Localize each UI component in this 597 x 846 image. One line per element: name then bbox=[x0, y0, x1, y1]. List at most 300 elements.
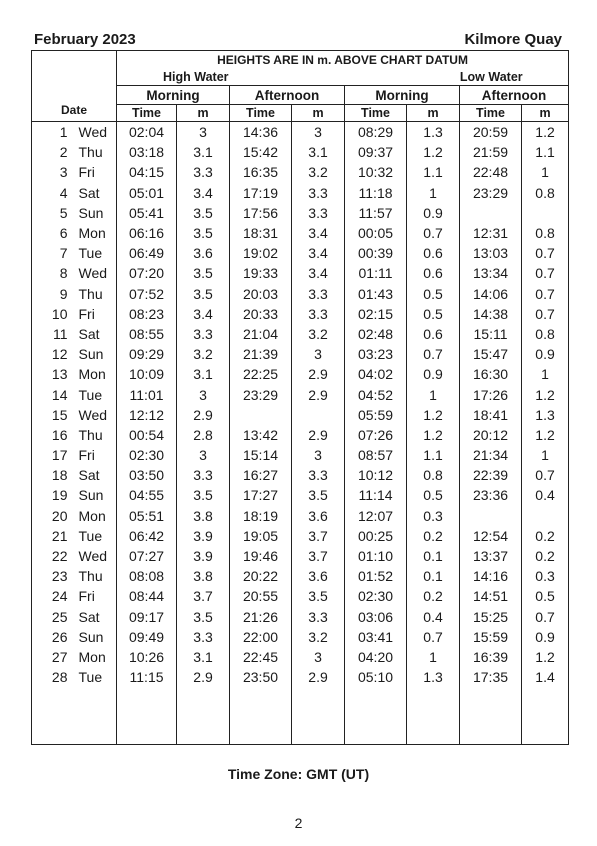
hw-morning-time: 03:50 bbox=[117, 465, 177, 485]
hw-morning-time: 09:49 bbox=[117, 627, 177, 647]
lw-morning-height: 0.2 bbox=[407, 586, 460, 606]
lw-morning-time: 11:14 bbox=[345, 485, 407, 505]
day-of-week: Fri bbox=[78, 305, 95, 322]
lw-afternoon-height: 0.3 bbox=[522, 566, 569, 586]
lw-morning-height: 0.5 bbox=[407, 284, 460, 304]
lw-morning-time: 09:37 bbox=[345, 142, 407, 162]
day-of-week: Sun bbox=[78, 204, 104, 221]
lw-afternoon-height: 0.8 bbox=[522, 183, 569, 203]
lw-morning-time: 04:52 bbox=[345, 384, 407, 404]
hw-afternoon-time: 18:31 bbox=[230, 223, 292, 243]
hw-afternoon-height: 3.6 bbox=[292, 506, 345, 526]
lw-morning-height: 0.2 bbox=[407, 526, 460, 546]
hw-morning-height: 3.3 bbox=[177, 162, 230, 182]
lw-afternoon-time: 23:29 bbox=[460, 183, 522, 203]
time-zone-note: Time Zone: GMT (UT) bbox=[227, 766, 370, 782]
hw-morning-height: 3.4 bbox=[177, 183, 230, 203]
hw-morning-height: 3.3 bbox=[177, 324, 230, 344]
hw-afternoon-height: 3.3 bbox=[292, 203, 345, 223]
table-row bbox=[32, 122, 569, 143]
day-of-week: Sat bbox=[78, 184, 100, 201]
hw-morning-time: 07:20 bbox=[117, 263, 177, 283]
lw-afternoon-time: 12:31 bbox=[460, 223, 522, 243]
day-number: 21 bbox=[32, 526, 72, 546]
lw-afternoon-time: 21:59 bbox=[460, 142, 522, 162]
table-row bbox=[32, 344, 569, 364]
lw-morning-time: 02:48 bbox=[345, 324, 407, 344]
lw-morning-height: 0.6 bbox=[407, 324, 460, 344]
day-number: 19 bbox=[32, 485, 72, 505]
day-of-week: Tue bbox=[78, 527, 103, 544]
lw-afternoon-height: 1.2 bbox=[522, 647, 569, 667]
hw-morning-time: 08:44 bbox=[117, 586, 177, 606]
day-number: 18 bbox=[32, 465, 72, 485]
hw-morning-height: 3.5 bbox=[177, 263, 230, 283]
lw-morning-height: 0.9 bbox=[407, 364, 460, 384]
lw-am-m-header: m bbox=[407, 105, 460, 122]
hw-afternoon-height: 3.3 bbox=[292, 304, 345, 324]
lw-morning-height: 0.9 bbox=[407, 203, 460, 223]
lw-afternoon-time: 16:39 bbox=[460, 647, 522, 667]
hw-morning-height: 3 bbox=[177, 122, 230, 143]
date-column-header: Date bbox=[32, 51, 117, 122]
day-of-week: Fri bbox=[78, 447, 95, 464]
location-title: Kilmore Quay bbox=[464, 31, 562, 48]
day-number: 1 bbox=[32, 122, 72, 143]
lw-morning-time: 00:05 bbox=[345, 223, 407, 243]
lw-morning-height: 1 bbox=[407, 183, 460, 203]
hw-morning-height: 3.3 bbox=[177, 465, 230, 485]
hw-morning-header: Morning bbox=[117, 86, 230, 105]
hw-afternoon-time: 19:46 bbox=[230, 546, 292, 566]
hw-afternoon-height: 3 bbox=[292, 647, 345, 667]
hw-afternoon-height: 3.4 bbox=[292, 243, 345, 263]
lw-morning-time: 03:41 bbox=[345, 627, 407, 647]
lw-morning-time: 01:52 bbox=[345, 566, 407, 586]
hw-morning-time: 03:18 bbox=[117, 142, 177, 162]
lw-afternoon-height: 1.2 bbox=[522, 425, 569, 445]
datum-header: HEIGHTS ARE IN m. ABOVE CHART DATUM bbox=[117, 51, 569, 69]
day-number: 8 bbox=[32, 263, 72, 283]
hw-morning-time: 09:17 bbox=[117, 607, 177, 627]
hw-morning-height: 3.4 bbox=[177, 304, 230, 324]
day-of-week: Mon bbox=[78, 225, 106, 242]
hw-morning-time: 09:29 bbox=[117, 344, 177, 364]
lw-morning-time: 10:12 bbox=[345, 465, 407, 485]
day-of-week: Sat bbox=[78, 325, 100, 342]
lw-morning-height: 0.5 bbox=[407, 304, 460, 324]
lw-afternoon-time bbox=[460, 506, 522, 526]
lw-morning-height: 1.2 bbox=[407, 405, 460, 425]
hw-afternoon-time: 21:04 bbox=[230, 324, 292, 344]
lw-morning-height: 1 bbox=[407, 384, 460, 404]
lw-afternoon-height: 0.4 bbox=[522, 485, 569, 505]
day-of-week: Fri bbox=[78, 164, 95, 181]
hw-morning-height: 3.5 bbox=[177, 284, 230, 304]
hw-afternoon-time: 13:42 bbox=[230, 425, 292, 445]
day-of-week: Wed bbox=[78, 265, 108, 282]
table-row bbox=[32, 506, 569, 526]
hw-morning-height: 3.9 bbox=[177, 546, 230, 566]
lw-afternoon-height: 0.7 bbox=[522, 243, 569, 263]
lw-morning-height: 1.1 bbox=[407, 162, 460, 182]
hw-morning-time: 07:52 bbox=[117, 284, 177, 304]
lw-afternoon-height: 1.3 bbox=[522, 405, 569, 425]
lw-morning-height: 1.2 bbox=[407, 142, 460, 162]
lw-morning-time: 01:10 bbox=[345, 546, 407, 566]
lw-afternoon-time: 13:34 bbox=[460, 263, 522, 283]
lw-morning-height: 0.1 bbox=[407, 566, 460, 586]
lw-afternoon-time: 15:59 bbox=[460, 627, 522, 647]
day-number: 15 bbox=[32, 405, 72, 425]
lw-morning-height: 1.2 bbox=[407, 425, 460, 445]
table-row bbox=[32, 384, 569, 404]
hw-afternoon-time: 15:14 bbox=[230, 445, 292, 465]
day-of-week: Sun bbox=[78, 487, 104, 504]
hw-afternoon-header: Afternoon bbox=[230, 86, 345, 105]
hw-afternoon-height: 3.6 bbox=[292, 566, 345, 586]
hw-morning-time: 11:15 bbox=[117, 667, 177, 687]
lw-afternoon-time: 14:06 bbox=[460, 284, 522, 304]
lw-afternoon-height: 1.2 bbox=[522, 384, 569, 404]
day-number: 14 bbox=[32, 384, 72, 404]
lw-morning-time: 01:43 bbox=[345, 284, 407, 304]
hw-morning-height: 3.6 bbox=[177, 243, 230, 263]
hw-afternoon-time: 22:45 bbox=[230, 647, 292, 667]
hw-afternoon-height: 3.4 bbox=[292, 263, 345, 283]
lw-morning-height: 1.3 bbox=[407, 122, 460, 143]
lw-afternoon-time: 15:47 bbox=[460, 344, 522, 364]
day-number: 25 bbox=[32, 607, 72, 627]
lw-afternoon-time: 16:30 bbox=[460, 364, 522, 384]
lw-morning-height: 0.6 bbox=[407, 243, 460, 263]
day-number: 20 bbox=[32, 506, 72, 526]
lw-afternoon-height bbox=[522, 203, 569, 223]
lw-morning-height: 1.1 bbox=[407, 445, 460, 465]
hw-morning-time: 06:42 bbox=[117, 526, 177, 546]
hw-morning-time: 12:12 bbox=[117, 405, 177, 425]
hw-morning-time: 08:08 bbox=[117, 566, 177, 586]
table-row bbox=[32, 627, 569, 647]
hw-afternoon-time: 14:36 bbox=[230, 122, 292, 143]
hw-morning-height: 3.9 bbox=[177, 526, 230, 546]
lw-afternoon-height: 0.7 bbox=[522, 465, 569, 485]
lw-morning-header: Morning bbox=[345, 86, 460, 105]
lw-afternoon-time: 14:16 bbox=[460, 566, 522, 586]
lw-afternoon-height: 0.7 bbox=[522, 284, 569, 304]
hw-afternoon-height: 3.4 bbox=[292, 223, 345, 243]
lw-afternoon-height: 0.9 bbox=[522, 627, 569, 647]
hw-morning-height: 3.5 bbox=[177, 203, 230, 223]
lw-afternoon-time: 22:39 bbox=[460, 465, 522, 485]
lw-afternoon-time: 18:41 bbox=[460, 405, 522, 425]
hw-afternoon-height: 3.3 bbox=[292, 284, 345, 304]
lw-morning-height: 0.3 bbox=[407, 506, 460, 526]
hw-morning-height: 3 bbox=[177, 445, 230, 465]
lw-afternoon-time: 20:59 bbox=[460, 122, 522, 143]
hw-morning-height: 3.1 bbox=[177, 142, 230, 162]
hw-morning-height: 3.2 bbox=[177, 344, 230, 364]
lw-afternoon-time: 21:34 bbox=[460, 445, 522, 465]
day-of-week: Tue bbox=[78, 669, 103, 686]
hw-afternoon-time: 19:05 bbox=[230, 526, 292, 546]
hw-afternoon-height: 3.7 bbox=[292, 526, 345, 546]
table-row bbox=[32, 263, 569, 283]
day-number: 9 bbox=[32, 284, 72, 304]
lw-afternoon-height: 1 bbox=[522, 445, 569, 465]
hw-morning-time: 07:27 bbox=[117, 546, 177, 566]
lw-afternoon-height: 1.1 bbox=[522, 142, 569, 162]
day-number: 22 bbox=[32, 546, 72, 566]
lw-afternoon-height: 0.8 bbox=[522, 223, 569, 243]
lw-morning-height: 0.7 bbox=[407, 627, 460, 647]
table-row bbox=[32, 485, 569, 505]
table-row bbox=[32, 203, 569, 223]
lw-afternoon-time: 20:12 bbox=[460, 425, 522, 445]
hw-afternoon-height: 3.1 bbox=[292, 142, 345, 162]
hw-afternoon-height: 3.2 bbox=[292, 162, 345, 182]
day-of-week: Thu bbox=[78, 426, 103, 443]
day-number: 2 bbox=[32, 142, 72, 162]
day-number: 11 bbox=[32, 324, 72, 344]
lw-morning-height: 1 bbox=[407, 647, 460, 667]
hw-afternoon-time: 21:39 bbox=[230, 344, 292, 364]
lw-morning-time: 01:11 bbox=[345, 263, 407, 283]
day-number: 13 bbox=[32, 364, 72, 384]
lw-afternoon-time: 15:11 bbox=[460, 324, 522, 344]
day-of-week: Sun bbox=[78, 346, 104, 363]
hw-morning-time: 04:55 bbox=[117, 485, 177, 505]
day-of-week: Wed bbox=[78, 124, 108, 141]
lw-morning-time: 04:20 bbox=[345, 647, 407, 667]
lw-am-time-header: Time bbox=[345, 105, 407, 122]
hw-afternoon-time: 22:25 bbox=[230, 364, 292, 384]
table-row bbox=[32, 566, 569, 586]
table-row bbox=[32, 142, 569, 162]
day-number: 12 bbox=[32, 344, 72, 364]
lw-afternoon-time: 14:51 bbox=[460, 586, 522, 606]
lw-afternoon-height: 0.7 bbox=[522, 304, 569, 324]
lw-afternoon-height: 0.7 bbox=[522, 263, 569, 283]
hw-afternoon-height: 2.9 bbox=[292, 667, 345, 687]
lw-morning-height: 0.1 bbox=[407, 546, 460, 566]
hw-afternoon-time bbox=[230, 405, 292, 425]
day-number: 3 bbox=[32, 162, 72, 182]
hw-morning-time: 05:51 bbox=[117, 506, 177, 526]
page-number: 2 bbox=[294, 815, 303, 831]
hw-afternoon-height: 3 bbox=[292, 445, 345, 465]
hw-afternoon-time: 16:35 bbox=[230, 162, 292, 182]
hw-morning-height: 3.8 bbox=[177, 506, 230, 526]
lw-morning-time: 11:57 bbox=[345, 203, 407, 223]
day-number: 26 bbox=[32, 627, 72, 647]
lw-afternoon-height bbox=[522, 506, 569, 526]
lw-pm-time-header: Time bbox=[460, 105, 522, 122]
day-number: 10 bbox=[32, 304, 72, 324]
lw-afternoon-time: 23:36 bbox=[460, 485, 522, 505]
day-number: 23 bbox=[32, 566, 72, 586]
day-number: 4 bbox=[32, 183, 72, 203]
tide-table bbox=[31, 50, 569, 745]
lw-morning-height: 0.6 bbox=[407, 263, 460, 283]
day-of-week: Sat bbox=[78, 608, 100, 625]
hw-morning-height: 2.8 bbox=[177, 425, 230, 445]
lw-afternoon-time: 12:54 bbox=[460, 526, 522, 546]
hw-afternoon-time: 23:29 bbox=[230, 384, 292, 404]
table-row bbox=[32, 667, 569, 687]
hw-afternoon-time: 15:42 bbox=[230, 142, 292, 162]
lw-afternoon-time: 13:03 bbox=[460, 243, 522, 263]
day-number: 28 bbox=[32, 667, 72, 687]
hw-afternoon-height: 3.5 bbox=[292, 485, 345, 505]
hw-morning-time: 00:54 bbox=[117, 425, 177, 445]
day-of-week: Mon bbox=[78, 648, 106, 665]
hw-afternoon-time: 19:02 bbox=[230, 243, 292, 263]
hw-morning-height: 2.9 bbox=[177, 667, 230, 687]
hw-afternoon-time: 17:56 bbox=[230, 203, 292, 223]
day-of-week: Sat bbox=[78, 467, 100, 484]
day-number: 7 bbox=[32, 243, 72, 263]
day-of-week: Thu bbox=[78, 568, 103, 585]
low-water-header: Low Water bbox=[345, 68, 569, 86]
day-of-week: Sun bbox=[78, 628, 104, 645]
hw-afternoon-time: 19:33 bbox=[230, 263, 292, 283]
day-number: 16 bbox=[32, 425, 72, 445]
hw-afternoon-height: 3.2 bbox=[292, 627, 345, 647]
table-row bbox=[32, 465, 569, 485]
hw-am-m-header: m bbox=[177, 105, 230, 122]
lw-afternoon-header: Afternoon bbox=[460, 86, 569, 105]
lw-pm-m-header: m bbox=[522, 105, 569, 122]
hw-morning-time: 02:04 bbox=[117, 122, 177, 143]
hw-afternoon-height: 3 bbox=[292, 344, 345, 364]
hw-morning-time: 05:41 bbox=[117, 203, 177, 223]
hw-afternoon-height: 3.3 bbox=[292, 465, 345, 485]
hw-afternoon-height bbox=[292, 405, 345, 425]
day-of-week: Tue bbox=[78, 245, 103, 262]
lw-morning-time: 12:07 bbox=[345, 506, 407, 526]
hw-afternoon-height: 3.2 bbox=[292, 324, 345, 344]
lw-afternoon-time: 14:38 bbox=[460, 304, 522, 324]
table-row bbox=[32, 364, 569, 384]
day-number: 27 bbox=[32, 647, 72, 667]
day-of-week: Thu bbox=[78, 144, 103, 161]
hw-afternoon-height: 2.9 bbox=[292, 364, 345, 384]
hw-morning-height: 3 bbox=[177, 384, 230, 404]
lw-morning-time: 07:26 bbox=[345, 425, 407, 445]
lw-afternoon-height: 1.2 bbox=[522, 122, 569, 143]
day-of-week: Mon bbox=[78, 507, 106, 524]
tide-rows bbox=[32, 122, 569, 745]
lw-morning-time: 00:25 bbox=[345, 526, 407, 546]
lw-afternoon-height: 0.5 bbox=[522, 586, 569, 606]
hw-am-time-header: Time bbox=[117, 105, 177, 122]
lw-morning-time: 03:23 bbox=[345, 344, 407, 364]
hw-afternoon-height: 3.7 bbox=[292, 546, 345, 566]
hw-morning-time: 05:01 bbox=[117, 183, 177, 203]
lw-afternoon-height: 1.4 bbox=[522, 667, 569, 687]
hw-pm-time-header: Time bbox=[230, 105, 292, 122]
table-row bbox=[32, 162, 569, 182]
lw-afternoon-height: 0.7 bbox=[522, 607, 569, 627]
hw-morning-time: 10:09 bbox=[117, 364, 177, 384]
high-water-header: High Water bbox=[117, 68, 345, 86]
hw-morning-height: 3.5 bbox=[177, 223, 230, 243]
day-of-week: Wed bbox=[78, 548, 108, 565]
hw-afternoon-time: 18:19 bbox=[230, 506, 292, 526]
hw-morning-height: 3.3 bbox=[177, 627, 230, 647]
hw-afternoon-time: 23:50 bbox=[230, 667, 292, 687]
hw-morning-height: 2.9 bbox=[177, 405, 230, 425]
hw-morning-height: 3.5 bbox=[177, 607, 230, 627]
page-title: February 2023 bbox=[34, 31, 136, 48]
table-row bbox=[32, 586, 569, 606]
hw-afternoon-height: 3.3 bbox=[292, 607, 345, 627]
hw-afternoon-time: 20:03 bbox=[230, 284, 292, 304]
lw-afternoon-time: 17:26 bbox=[460, 384, 522, 404]
hw-morning-time: 02:30 bbox=[117, 445, 177, 465]
lw-morning-height: 1.3 bbox=[407, 667, 460, 687]
lw-afternoon-height: 1 bbox=[522, 162, 569, 182]
hw-afternoon-time: 21:26 bbox=[230, 607, 292, 627]
day-of-week: Tue bbox=[78, 386, 103, 403]
lw-morning-height: 0.7 bbox=[407, 223, 460, 243]
lw-afternoon-time: 15:25 bbox=[460, 607, 522, 627]
table-filler-row bbox=[32, 687, 569, 744]
lw-afternoon-height: 0.9 bbox=[522, 344, 569, 364]
table-row bbox=[32, 284, 569, 304]
hw-morning-time: 10:26 bbox=[117, 647, 177, 667]
day-number: 5 bbox=[32, 203, 72, 223]
lw-afternoon-height: 0.8 bbox=[522, 324, 569, 344]
day-of-week: Mon bbox=[78, 366, 106, 383]
lw-morning-time: 08:57 bbox=[345, 445, 407, 465]
hw-afternoon-time: 22:00 bbox=[230, 627, 292, 647]
hw-afternoon-height: 2.9 bbox=[292, 425, 345, 445]
lw-afternoon-time: 17:35 bbox=[460, 667, 522, 687]
table-row bbox=[32, 304, 569, 324]
hw-afternoon-height: 3.5 bbox=[292, 586, 345, 606]
day-number: 24 bbox=[32, 586, 72, 606]
table-row bbox=[32, 183, 569, 203]
hw-afternoon-height: 2.9 bbox=[292, 384, 345, 404]
lw-afternoon-height: 1 bbox=[522, 364, 569, 384]
lw-morning-time: 00:39 bbox=[345, 243, 407, 263]
table-row bbox=[32, 324, 569, 344]
hw-afternoon-time: 16:27 bbox=[230, 465, 292, 485]
lw-afternoon-time: 22:48 bbox=[460, 162, 522, 182]
hw-morning-height: 3.5 bbox=[177, 485, 230, 505]
hw-morning-time: 06:16 bbox=[117, 223, 177, 243]
table-row bbox=[32, 243, 569, 263]
table-row bbox=[32, 223, 569, 243]
table-row bbox=[32, 405, 569, 425]
hw-afternoon-time: 17:19 bbox=[230, 183, 292, 203]
hw-pm-m-header: m bbox=[292, 105, 345, 122]
hw-morning-time: 04:15 bbox=[117, 162, 177, 182]
lw-morning-time: 10:32 bbox=[345, 162, 407, 182]
table-row bbox=[32, 647, 569, 667]
hw-morning-height: 3.8 bbox=[177, 566, 230, 586]
hw-afternoon-time: 20:22 bbox=[230, 566, 292, 586]
lw-morning-height: 0.7 bbox=[407, 344, 460, 364]
hw-morning-height: 3.7 bbox=[177, 586, 230, 606]
day-of-week: Thu bbox=[78, 285, 103, 302]
lw-morning-height: 0.5 bbox=[407, 485, 460, 505]
day-of-week: Fri bbox=[78, 588, 95, 605]
lw-morning-height: 0.8 bbox=[407, 465, 460, 485]
lw-morning-time: 02:30 bbox=[345, 586, 407, 606]
